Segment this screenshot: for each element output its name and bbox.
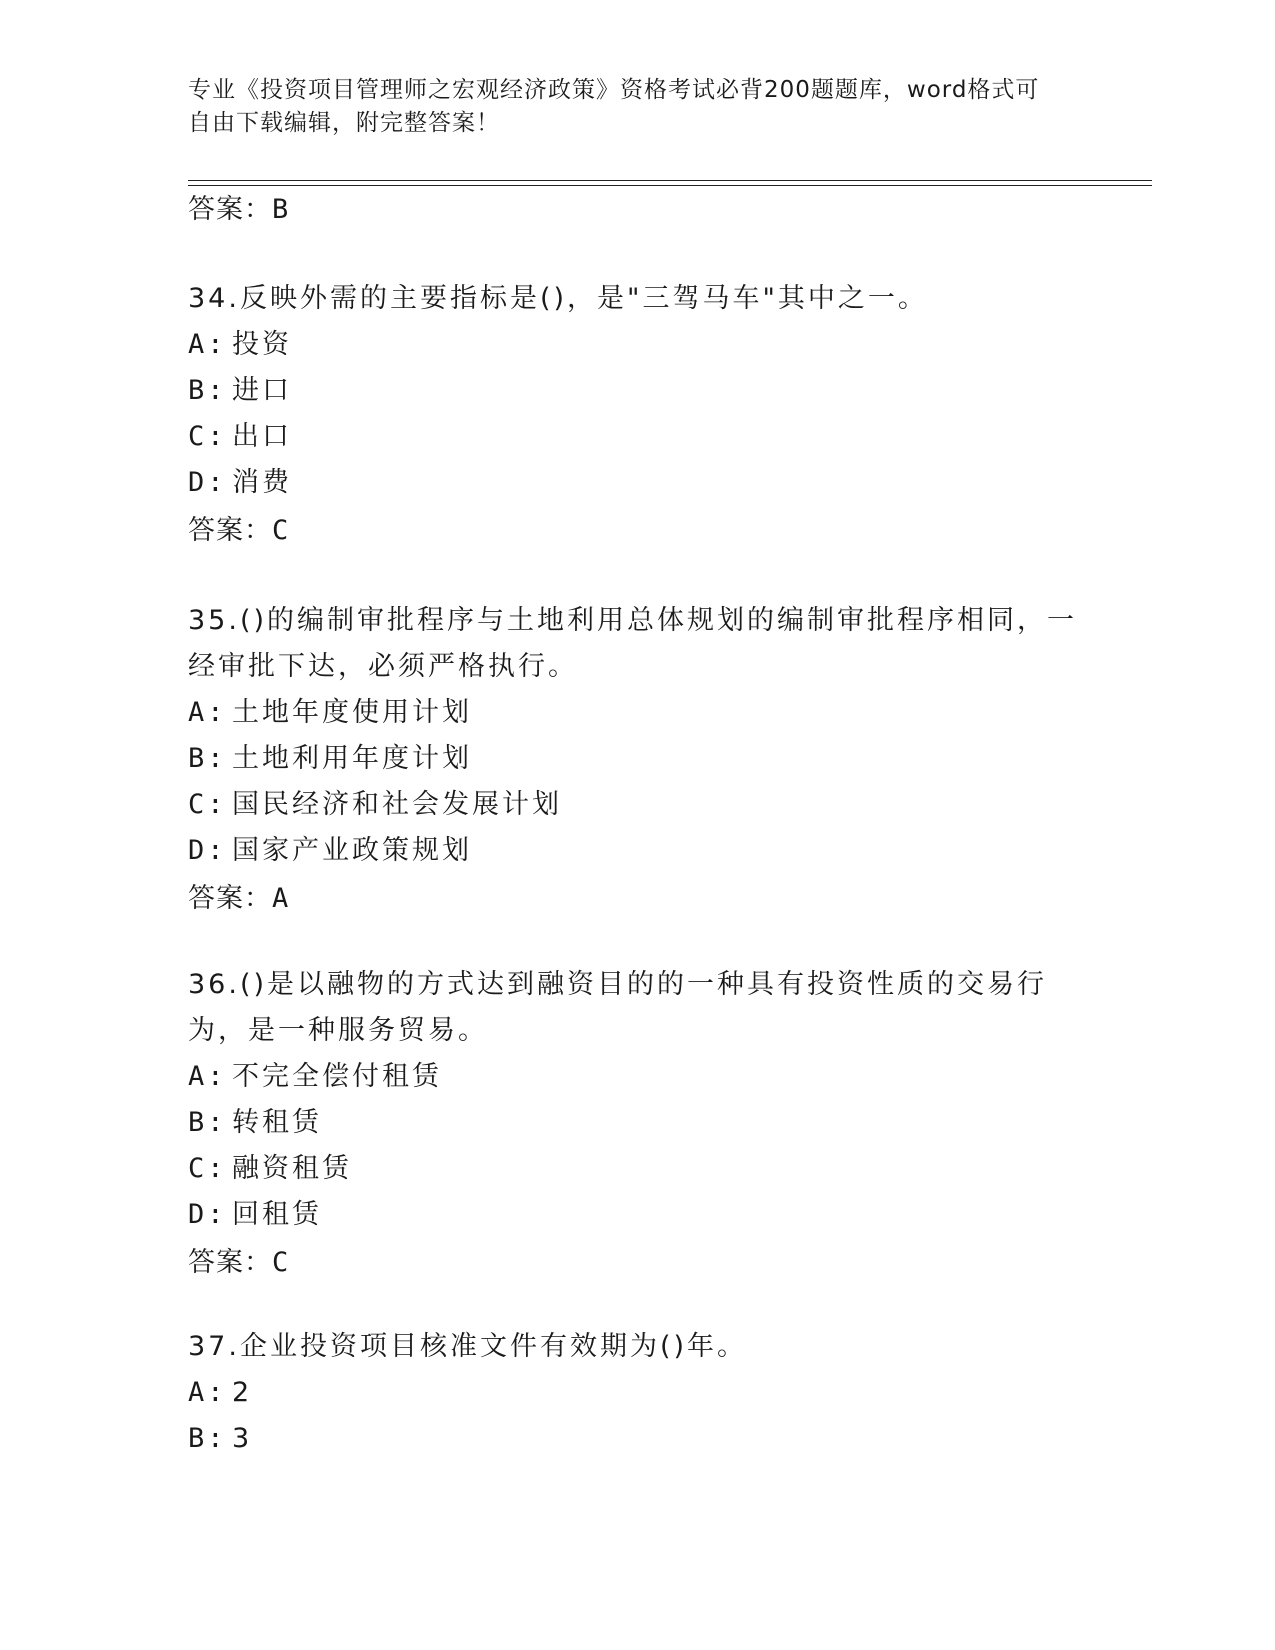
option-b: B: 进口 xyxy=(188,375,292,406)
answer: 答案：C xyxy=(188,1247,290,1278)
question-number: 37. xyxy=(188,1331,240,1362)
option-a: A: 2 xyxy=(188,1377,253,1408)
option-b: B: 3 xyxy=(188,1423,253,1454)
question-text: 34.反映外需的主要指标是()，是"三驾马车"其中之一。 xyxy=(188,283,928,314)
question-36 xyxy=(188,962,1088,1286)
question-number: 35. xyxy=(188,605,240,636)
answer-value: B xyxy=(272,194,290,225)
option-b: B: 土地利用年度计划 xyxy=(188,743,472,774)
option-a: A: 不完全偿付租赁 xyxy=(188,1061,442,1092)
answer: 答案：C xyxy=(188,515,290,546)
previous-answer xyxy=(188,190,289,230)
document-header: 专业《投资项目管理师之宏观经济政策》资格考试必背200题题库，word格式可 自由下载编辑，附完整答案！ xyxy=(188,77,1040,136)
question-37 xyxy=(188,1324,1088,1462)
question-text: 37.企业投资项目核准文件有效期为()年。 xyxy=(188,1331,748,1362)
question-35 xyxy=(188,598,1088,922)
answer: 答案：A xyxy=(188,883,290,914)
option-a: A: 投资 xyxy=(188,329,292,360)
option-c: C: 出口 xyxy=(188,421,292,452)
answer-label: 答案： xyxy=(188,194,272,225)
option-d: D: 国家产业政策规划 xyxy=(188,835,472,866)
question-number: 36. xyxy=(188,969,240,1000)
option-d: D: 回租赁 xyxy=(188,1199,322,1230)
header-divider-bottom xyxy=(188,185,1152,186)
option-c: C: 国民经济和社会发展计划 xyxy=(188,789,562,820)
question-number: 34. xyxy=(188,283,240,314)
option-d: D: 消费 xyxy=(188,467,292,498)
option-a: A: 土地年度使用计划 xyxy=(188,697,472,728)
option-b: B: 转租赁 xyxy=(188,1107,322,1138)
question-text: 36.()是以融物的方式达到融资目的的一种具有投资性质的交易行为，是一种服务贸易。 xyxy=(188,969,1048,1046)
question-text: 35.()的编制审批程序与土地利用总体规划的编制审批程序相同，一经审批下达，必须严格执行。 xyxy=(188,605,1078,682)
header-divider-top xyxy=(188,180,1152,181)
question-34 xyxy=(188,276,1088,554)
option-c: C: 融资租赁 xyxy=(188,1153,352,1184)
